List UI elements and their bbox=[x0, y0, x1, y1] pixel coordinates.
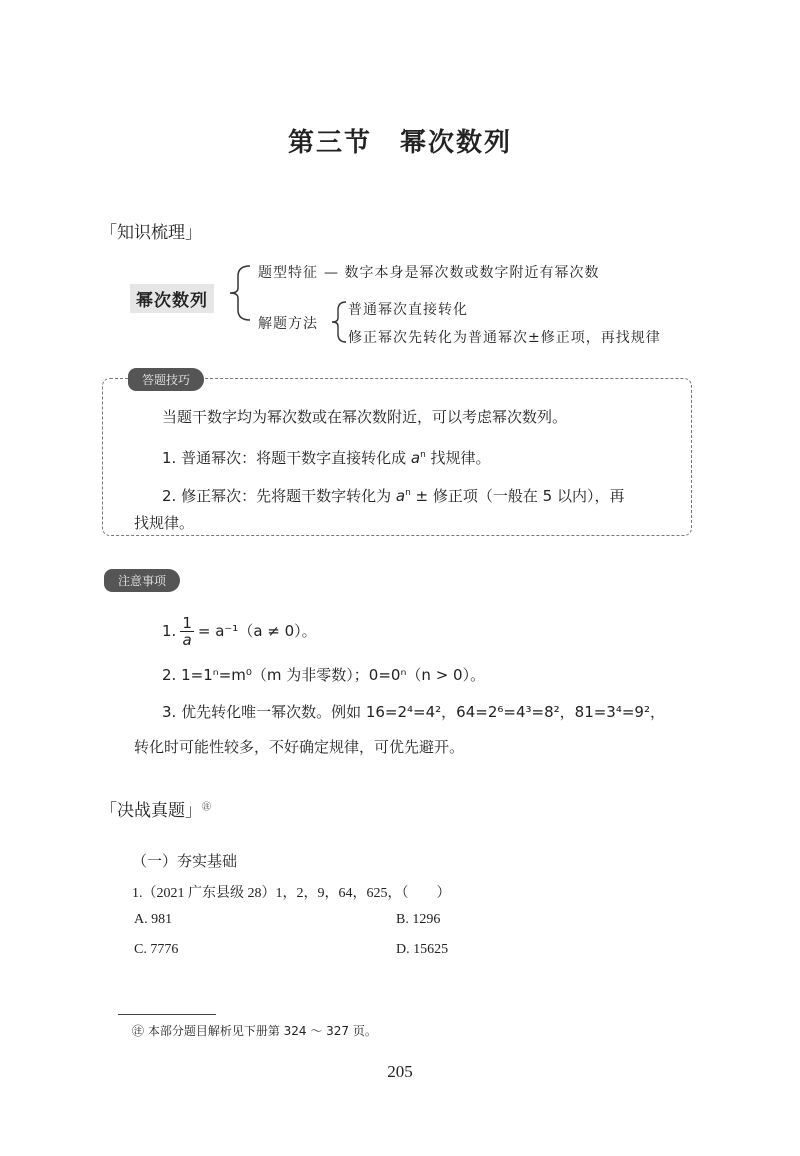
tips-line3-var: a bbox=[395, 487, 406, 505]
bracket-close-icon: 」 bbox=[185, 801, 202, 821]
tips-line1: 当题干数字均为幂次数或在幂次数附近，可以考虑幂次数列。 bbox=[162, 408, 568, 426]
bracket-open-icon: 「 bbox=[100, 801, 117, 821]
branch2-brace-icon bbox=[330, 300, 350, 344]
notes-item2: 2. 1=1ⁿ=m⁰（m 为非零数）；0=0ⁿ（n > 0）。 bbox=[162, 666, 486, 684]
footnote-divider bbox=[118, 1014, 216, 1015]
page-title: 第三节 幂次数列 bbox=[287, 128, 512, 158]
tips-line2 bbox=[162, 436, 491, 477]
footnote-mark-icon: ㊟ bbox=[202, 802, 212, 813]
bracket-close-icon: 」 bbox=[185, 223, 202, 243]
mindmap-root: 幂次数列 bbox=[130, 284, 214, 313]
option-c: C. 7776 bbox=[134, 942, 179, 957]
tips-line2-sup: n bbox=[420, 450, 426, 460]
mindmap-brace-icon bbox=[228, 262, 262, 324]
notes-item1 bbox=[162, 612, 317, 650]
knowledge-heading-label: 知识梳理 bbox=[117, 223, 185, 243]
notes-item1-den: a bbox=[182, 631, 192, 649]
notes-item1-prefix: 1. bbox=[162, 622, 177, 640]
tips-line3-sup: n bbox=[405, 488, 411, 498]
notes-item1-rest: = a⁻¹（a ≠ 0）。 bbox=[197, 622, 317, 640]
tips-line3 bbox=[162, 474, 624, 515]
tips-line2-a: 1. 普通幂次：将题干数字直接转化成 bbox=[162, 449, 411, 467]
option-b: B. 1296 bbox=[396, 912, 441, 927]
branch2-item1: 普通幂次直接转化 bbox=[348, 302, 468, 318]
notes-item3-cont: 转化时可能性较多，不好确定规律，可优先避开。 bbox=[134, 738, 465, 756]
branch1-text: — 数字本身是幂次数或数字附近有幂次数 bbox=[324, 265, 600, 281]
option-d: D. 15625 bbox=[396, 942, 449, 957]
bracket-open-icon: 「 bbox=[100, 223, 117, 243]
tips-line4: 找规律。 bbox=[134, 514, 195, 532]
battle-heading bbox=[100, 796, 211, 821]
tips-line2-b: 找规律。 bbox=[425, 449, 491, 467]
tips-tag: 答题技巧 bbox=[128, 368, 204, 391]
notes-item3: 3. 优先转化唯一幂次数。例如 16=2⁴=4²，64=2⁶=4³=8²，81=3⁴=9²， bbox=[162, 703, 665, 721]
notes-tag: 注意事项 bbox=[104, 569, 180, 592]
notes-item1-fraction bbox=[180, 615, 194, 648]
notes-item1-num: 1 bbox=[182, 614, 192, 632]
battle-heading-label: 决战真题 bbox=[117, 801, 185, 821]
tips-line2-var: a bbox=[410, 449, 421, 467]
branch2-label: 解题方法 bbox=[258, 316, 318, 332]
option-a: A. 981 bbox=[134, 912, 173, 927]
subsection-title: （一）夯实基础 bbox=[132, 852, 238, 870]
knowledge-heading bbox=[100, 218, 202, 243]
question-text: 1.（2021 广东县级 28）1，2，9，64，625，（ ） bbox=[132, 886, 451, 901]
branch2-item2: 修正幂次先转化为普通幂次±修正项，再找规律 bbox=[348, 330, 661, 346]
tips-line3-a: 2. 修正幂次：先将题干数字转化为 bbox=[162, 487, 396, 505]
footnote-text: ㊟ 本部分题目解析见下册第 324 ～ 327 页。 bbox=[132, 1024, 377, 1038]
branch1-label: 题型特征 bbox=[258, 265, 318, 281]
page-number: 205 bbox=[387, 1062, 413, 1081]
tips-line3-b: ± 修正项（一般在 5 以内），再 bbox=[410, 487, 625, 505]
